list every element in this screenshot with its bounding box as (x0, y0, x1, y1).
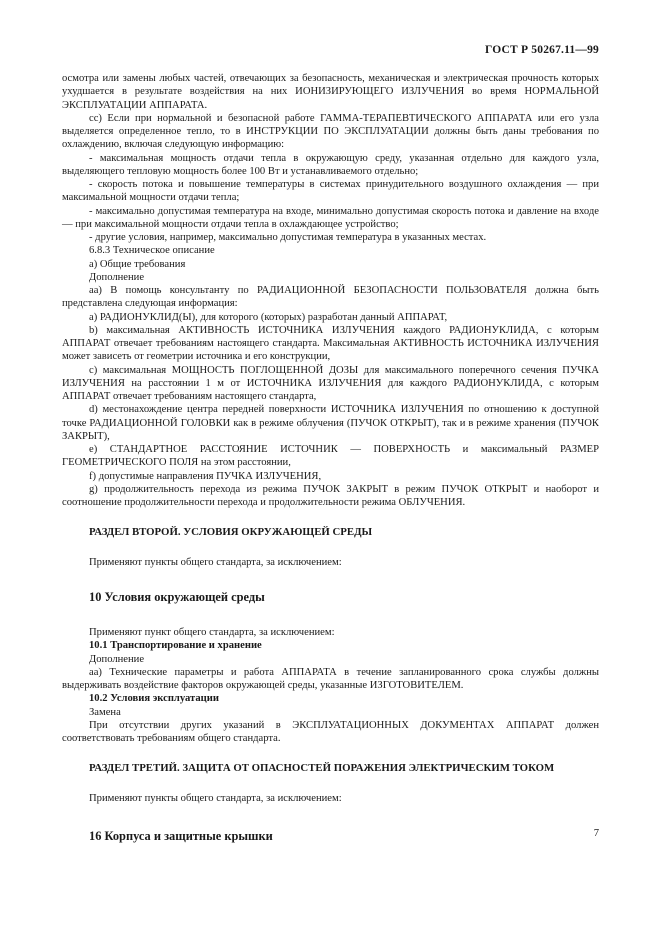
subsection-title: 6.8.3 Техническое описание (89, 245, 215, 257)
paragraph: cc) Если при нормальной и безопасной работе ГАММА-ТЕРАПЕВТИЧЕСКОГО АППАРАТА или его узла выделяется определенное тепло, то в ИНСТРУКЦИИ ПО ЭКСПЛУАТАЦИИ должны быть даны требования по охлаждению, включая следующую информацию: (62, 112, 599, 151)
list-item: с) максимальная МОЩНОСТЬ ПОГЛОЩЕННОЙ ДОЗЫ для максимального поперечного сечения ПУЧКА ИЗЛУЧЕНИЯ на расстоянии 1 м от ИСТОЧНИКА ИЗЛУЧЕНИЯ для каждого РАДИОНУКЛИДА, с которым АППАРАТ отвечает требованиям настоящего стандарта, (62, 364, 599, 402)
part-heading: РАЗДЕЛ ТРЕТИЙ. ЗАЩИТА ОТ ОПАСНОСТЕЙ ПОРАЖЕНИЯ ЭЛЕКТРИЧЕСКИМ ТОКОМ (89, 762, 555, 775)
list-item: e) СТАНДАРТНОЕ РАССТОЯНИЕ ИСТОЧНИК — ПОВЕРХНОСТЬ и максимальный РАЗМЕР ГЕОМЕТРИЧЕСКОГО ПОЛЯ на этом расстоянии, (62, 444, 599, 469)
list-item: d) местонахождение центра передней поверхности ИСТОЧНИКА ИЗЛУЧЕНИЯ по отношению к доступной точке РАДИАЦИОННОЙ ГОЛОВКИ как в режиме облучения (ПУЧОК ОТКРЫТ), так и в режиме хранения (ПУЧОК ЗАКРЫТ), (62, 404, 599, 442)
list-item: f) допустимые направления ПУЧКА ИЗЛУЧЕНИЯ, (89, 470, 322, 482)
paragraph: Применяют пункт общего стандарта, за исключением: (89, 627, 335, 638)
list-item: - скорость потока и повышение температуры в системах принудительного воздушного охлаждения — при максимальной мощности отдачи тепла; (62, 179, 599, 204)
list-item: g) продолжительность перехода из режима ПУЧОК ЗАКРЫТ в режим ПУЧОК ОТКРЫТ и наоборот и соотношение продолжительности перехода и продолжительности режима ОБЛУЧЕНИЯ. (62, 483, 599, 508)
paragraph: При отсутствии других указаний в ЭКСПЛУАТАЦИОННЫХ ДОКУМЕНТАХ АППАРАТ должен соответствовать требованиям общего стандарта. (62, 719, 599, 744)
amendment-kind: Замена (89, 706, 121, 718)
subsection-title: 10.2 Условия эксплуатации (89, 693, 219, 705)
subsection-title: 10.1 Транспортирование и хранение (89, 640, 262, 652)
amendment-kind: Дополнение (89, 271, 145, 283)
document-id-header: ГОСТ Р 50267.11—99 (485, 44, 599, 56)
section-heading: 10 Условия окружающей среды (89, 589, 265, 604)
list-item: - максимально допустимая температура на входе, минимально допустимая скорость потока и давление на входе — при максимальной мощности отдачи тепла в охлаждающее устройство; (62, 205, 599, 230)
list-item: - другие условия, например, максимально допустимая температура в указанных местах. (89, 232, 487, 243)
paragraph: Применяют пункты общего стандарта, за исключением: (89, 556, 342, 568)
list-item: а) РАДИОНУКЛИД(Ы), для которого (которых) разработан данный АППАРАТ, (89, 311, 448, 323)
amendment-kind: Дополнение (89, 653, 145, 665)
page-number: 7 (593, 828, 599, 839)
paragraph: а) Общие требования (89, 258, 186, 270)
document-body (62, 72, 599, 843)
section-heading: 16 Корпуса и защитные крышки (89, 828, 273, 843)
paragraph: аа) В помощь консультанту по РАДИАЦИОННОЙ БЕЗОПАСНОСТИ ПОЛЬЗОВАТЕЛЯ должна быть представлена следующая информация: (62, 285, 599, 310)
paragraph: аа) Технические параметры и работа АППАРАТА в течение запланированного срока службы должны выдерживать воздействие факторов окружающей среды, указанные ИЗГОТОВИТЕЛЕМ. (62, 666, 599, 691)
list-item: b) максимальная АКТИВНОСТЬ ИСТОЧНИКА ИЗЛУЧЕНИЯ каждого РАДИОНУКЛИДА, с которым АППАРАТ отвечает требованиям настоящего стандарта. Максимальная АКТИВНОСТЬ ИСТОЧНИКА ИЗЛУЧЕНИЯ может зависеть от геометрии источника и его конструкции, (62, 324, 599, 363)
paragraph: Применяют пункты общего стандарта, за исключением: (89, 792, 342, 804)
paragraph: осмотра или замены любых частей, отвечающих за безопасность, механическая и электрическая прочность которых ухудшается в результате воздействия на них ИОНИЗИРУЮЩЕГО ИЗЛУЧЕНИЯ во время НОРМАЛЬНОЙ ЭКСПЛУАТАЦИИ АППАРАТА. (62, 73, 599, 111)
part-heading: РАЗДЕЛ ВТОРОЙ. УСЛОВИЯ ОКРУЖАЮЩЕЙ СРЕДЫ (89, 526, 373, 539)
list-item: - максимальная мощность отдачи тепла в окружающую среду, указанная отдельно для каждого узла, выделяющего тепловую мощность более 100 Вт и устанавливаемого отдельно; (62, 152, 599, 177)
